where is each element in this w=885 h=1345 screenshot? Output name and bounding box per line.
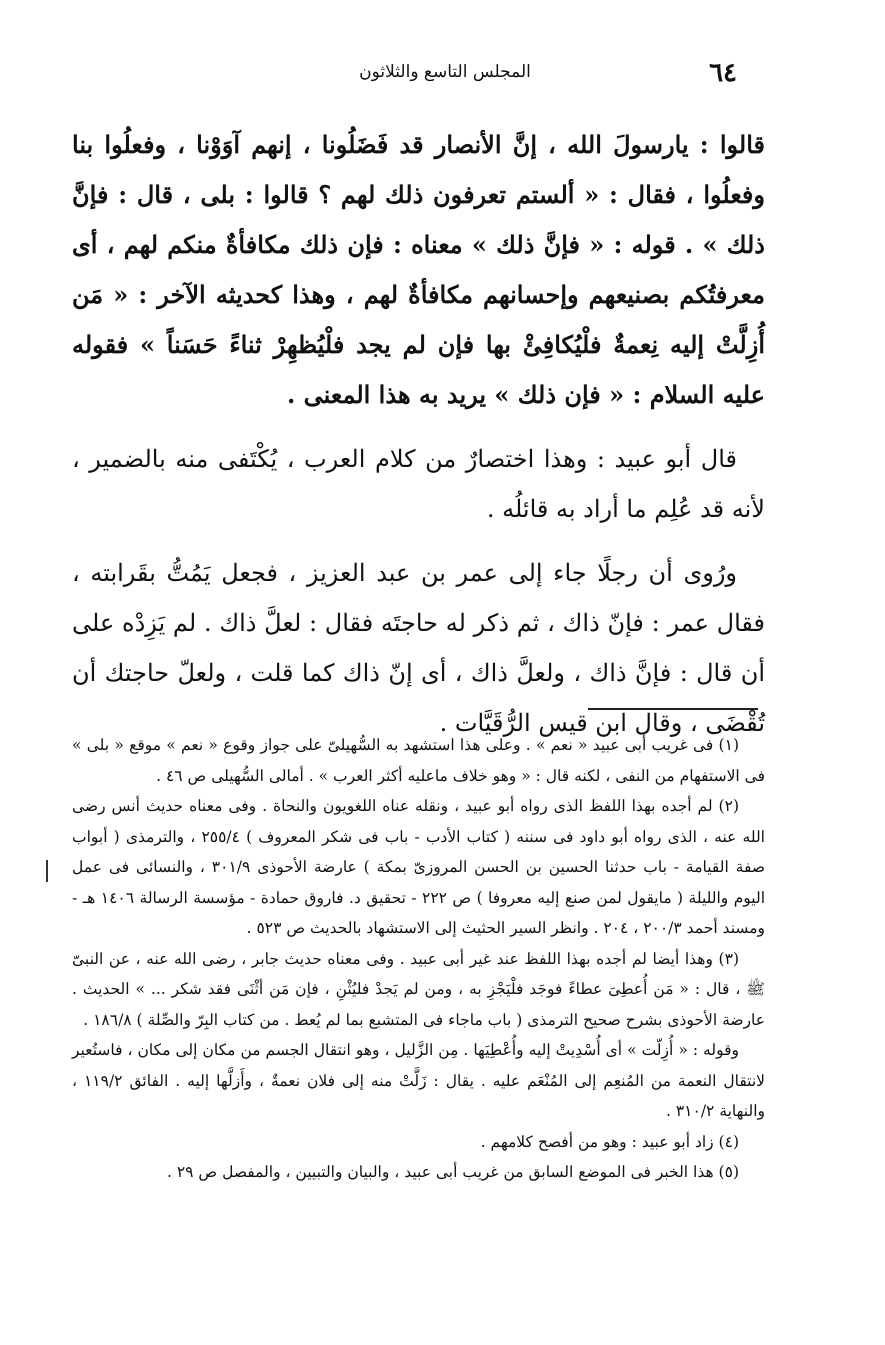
footnotes: [72, 730, 765, 1188]
running-title: المجلس التاسع والثلاثون: [359, 62, 531, 82]
footnote: (٤) زاد أبو عبيد : وهو من أفصح كلامهم .: [480, 1132, 739, 1151]
footnote: (٣) وهذا أيضا لم أجده بهذا اللفظ عند غير أبى عبيد . وفى معناه حديث جابر ، رضى الله عنه ، عن النبىّ ﷺ ، قال : « مَن أُعطِىَ عطاءً فوجَد فلْيَجْزِ به ، ومن لم يَجدْ فليُثْنِ ، فإن مَن أثْنَى فقد شكر ... » الحديث . عارضة الأحوذى بشرح صحيح الترمذى ( باب ماجاء فى المتشبع بما لم يُعط . من كتاب البِرّ والصِّلة ) ١٨٦/٨ .: [72, 949, 765, 1029]
footnote: (١) فى غريب أبى عبيد « نعم » . وعلى هذا استشهد به السُّهيلىّ على جواز وقوع « نعم » موقع « بلى » فى الاستفهام من النفى ، لكنه قال : « وهو خلاف ماعليه أكثر العرب » . أمالى السُّهيلى ص ٤٦ .: [72, 736, 765, 785]
body-paragraph: قالوا : يارسولَ الله ، إنَّ الأنصار قد فَضَلُونا ، إنهم آوَوْنا ، وفعلُوا بنا وفعلُوا ، فقال : « ألستم تعرفون ذلك لهم ؟ قالوا : بلى ، قال : فإنَّ ذلك » . قوله : « فإنَّ ذلك » معناه : فإن ذلك مكافأةٌ منكم لهم ، أى معرفتُكم بصنيعهم وإحسانهم مكافأةٌ لهم ، وهذا كحديثه الآخر : « مَن أُزِلَّتْ إليه نِعمةٌ فلْيُكافِئْ بها فإن لم يجد فلْيُظهِرْ ثناءً حَسَناً » فقوله عليه السلام : « فإن ذلك » يريد به هذا المعنى .: [72, 130, 765, 409]
page-header: [60, 58, 825, 98]
footnote: (٢) لم أجده بهذا اللفظ الذى رواه أبو عبيد ، ونقله عناه اللغويون والنحاة . وفى معناه حديث أنس رضى الله عنه ، الذى رواه أبو داود فى سننه ( كتاب الأدب - باب فى شكر المعروف ) ٢٥٥/٤ ، والترمذى ( أبواب صفة القيامة - باب حدثنا الحسين بن الحسن المروزىّ بمكة ) عارضة الأحوذى ٣٠١/٩ ، والنسائى فى عمل اليوم والليلة ( مايقول لمن صنع إليه معروفا ) ص ٢٢٢ - تحقيق د. فاروق حمادة - مؤسسة الرسالة ١٤٠٦ هـ - ومسند أحمد ٢٠٠/٣ ، ٢٠٤ . وانظر السير الحثيث إلى الاستشهاد بالحديث ص ٥٢٣ .: [72, 797, 766, 937]
body-paragraph: ورُوى أن رجلًا جاء إلى عمر بن عبد العزيز ، فجعل يَمُتُّ بقَرابته ، فقال عمر : فإنّ ذاك ، ثم ذكر له حاجتَه فقال : لعلَّ ذاك . لم يَزِدْه على أن قال : فإنَّ ذاك ، ولعلَّ ذاك ، أى إنّ ذاك كما قلت ، ولعلّ حاجتك أن تُقْضَى ، وقال ابن قيس الرُّقَيَّات .: [72, 559, 766, 737]
footnote-divider: [588, 708, 758, 710]
footnote: وقوله : « أُزِلّت » أى أُسْدِيتْ إليه وأُعْطِيَها . مِن الزَّليل ، وهو انتقال الجسم من مكان إلى مكان ، فاستُعير لانتقال النعمة من المُنعِم إلى المُنْعَم عليه . يقال : زَلَّتْ منه إلى فلان نعمةٌ ، وأَزلَّها إليه . الفائق ١١٩/٢ ، والنهاية ٣١٠/٢ .: [72, 1041, 765, 1120]
main-text: [72, 120, 765, 762]
body-paragraph: قال أبو عبيد : وهذا اختصارٌ من كلام العرب ، يُكْتَفى منه بالضمير ، لأنه قد عُلِم ما أراد به قائلُه .: [72, 445, 765, 523]
page-number: ٦٤: [709, 58, 737, 88]
footnote: (٥) هذا الخبر فى الموضع السابق من غريب أبى عبيد ، والبيان والتبيين ، والمفصل ص ٢٩ .: [166, 1163, 739, 1181]
margin-mark: [46, 860, 48, 882]
